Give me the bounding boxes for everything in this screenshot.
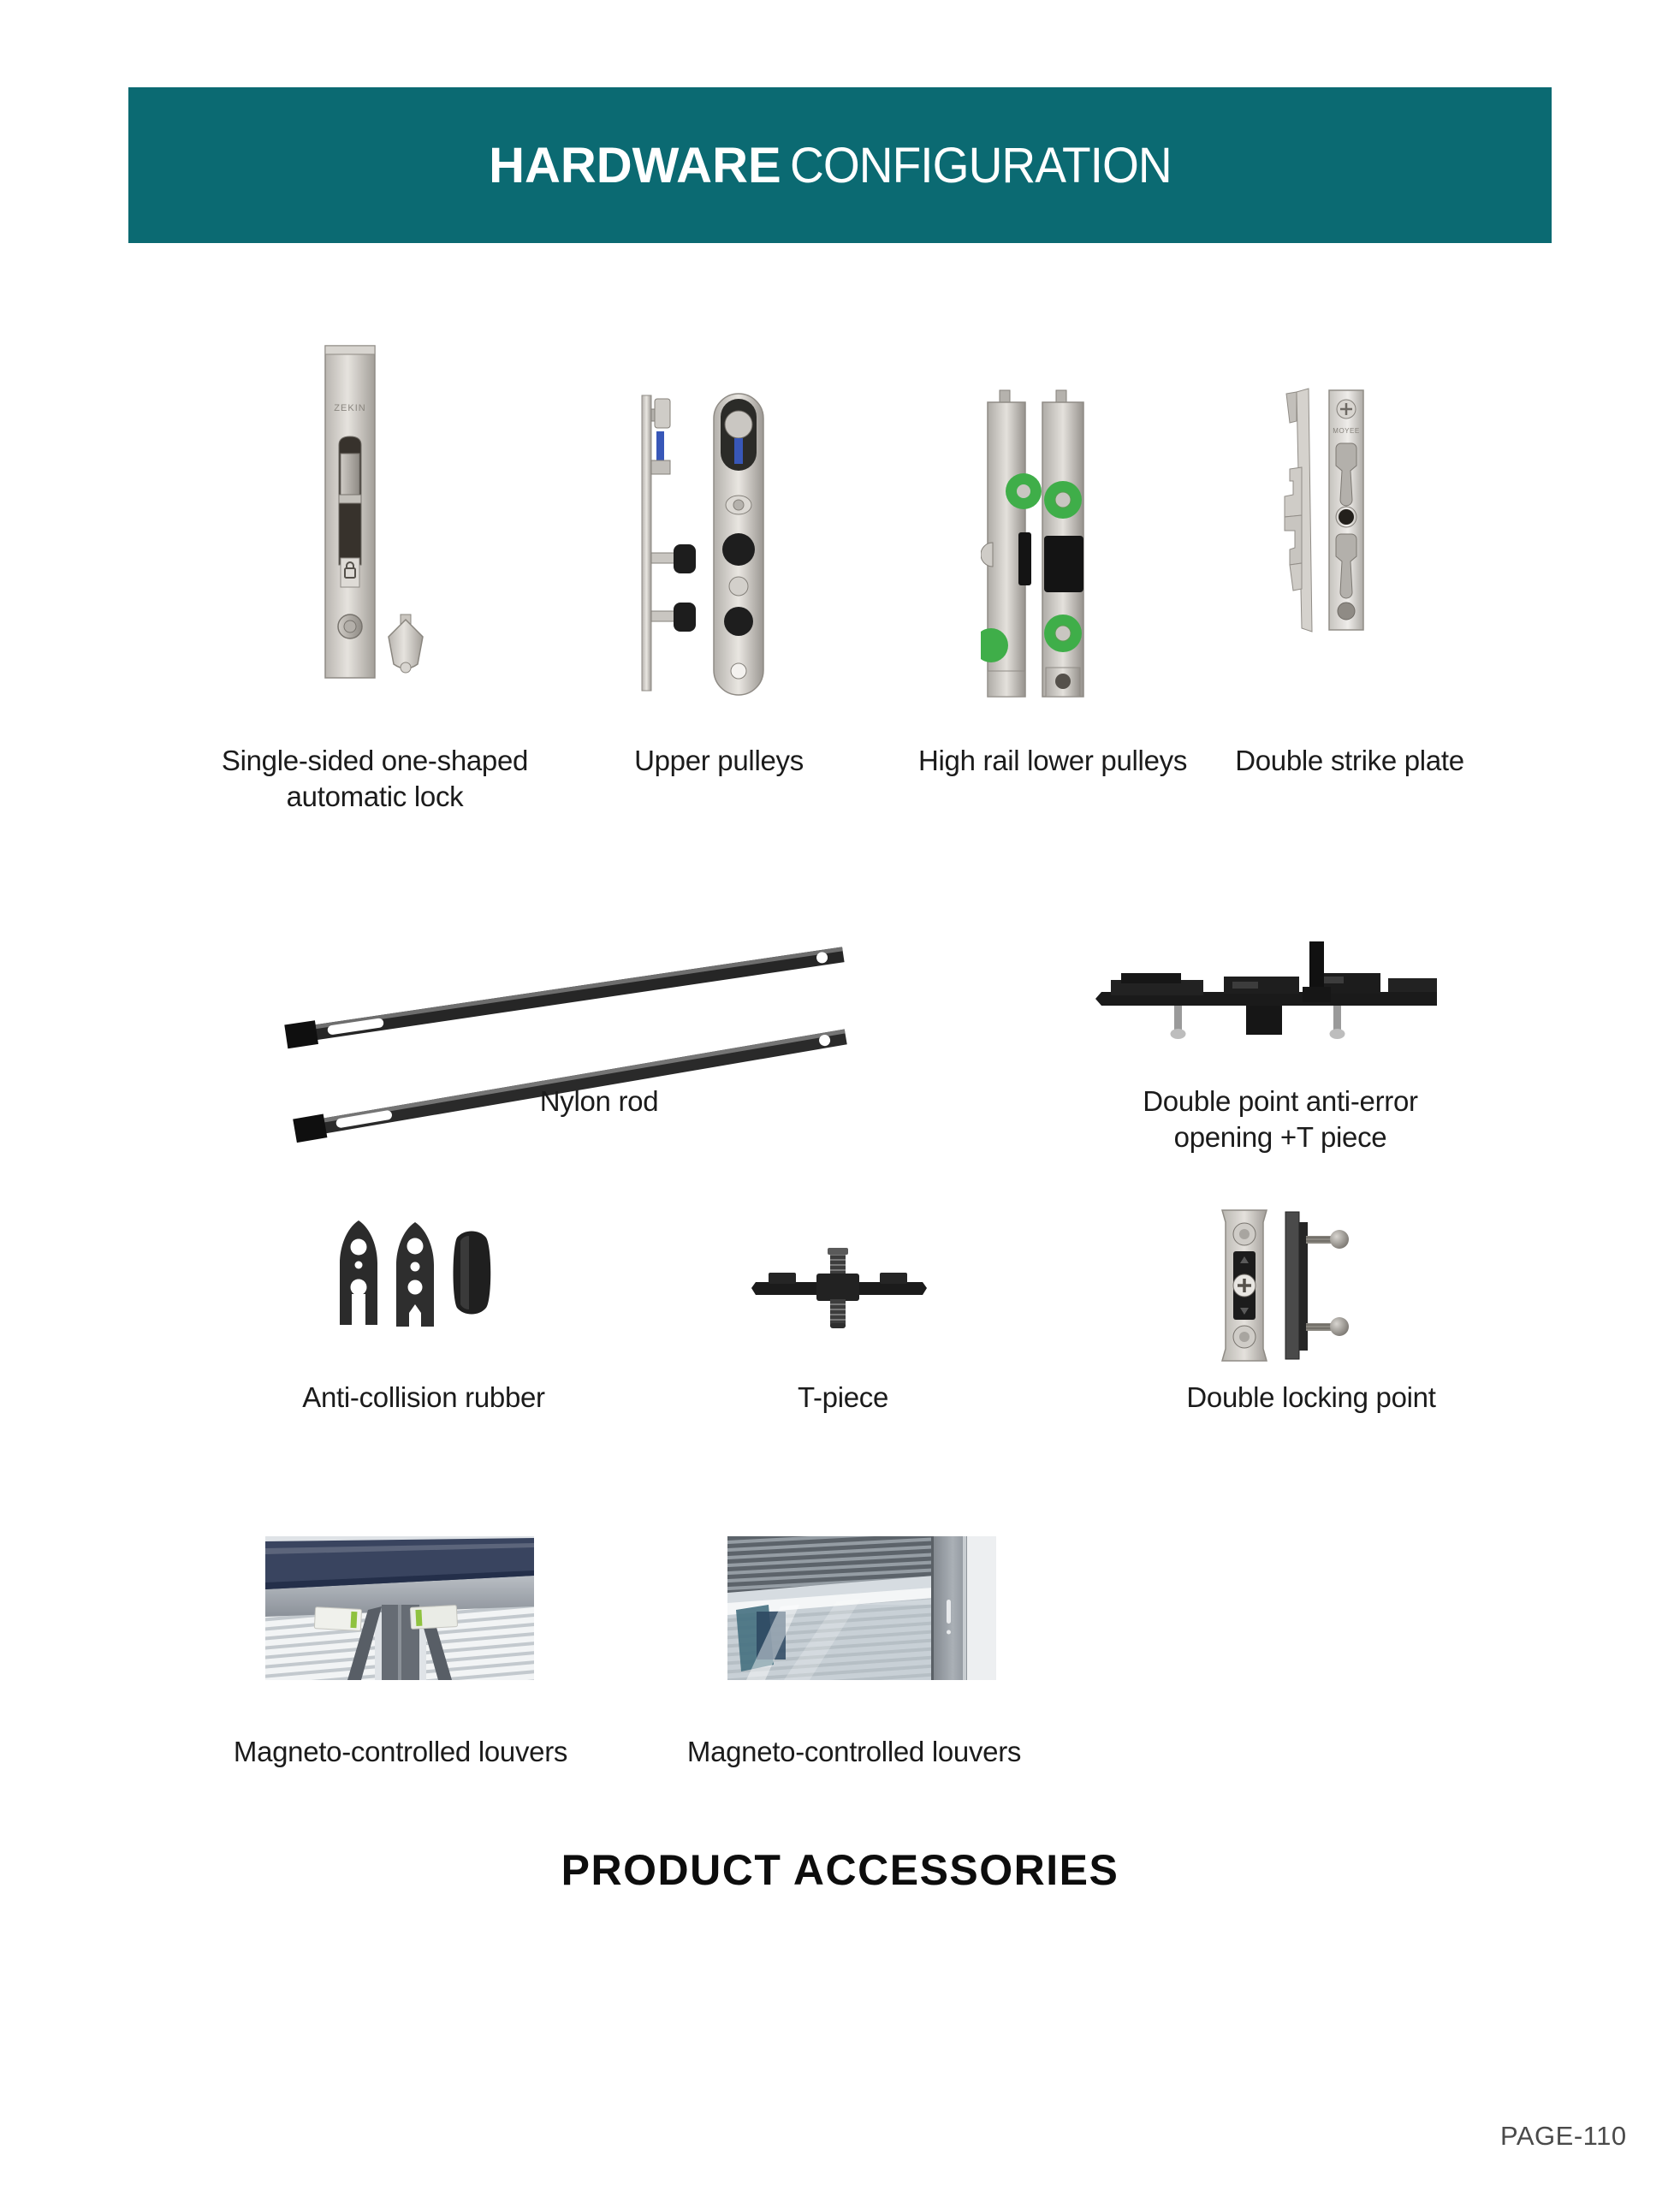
high-rail-pulleys-illustration: [981, 389, 1094, 710]
caption-line: Double point anti-error: [1143, 1085, 1418, 1117]
single-sided-automatic-lock-image: [318, 344, 430, 686]
caption-line: Double strike plate: [1235, 745, 1464, 776]
caption-magneto-louvers-2: [683, 1734, 1025, 1770]
caption-line: T-piece: [797, 1381, 889, 1413]
t-piece-image: [751, 1248, 927, 1332]
double-locking-point-image: [1214, 1203, 1354, 1369]
lock-brand-text: ZEKIN: [334, 403, 366, 413]
t-piece-illustration: [751, 1248, 927, 1332]
lock-illustration: [318, 344, 430, 686]
caption-t-piece: [757, 1380, 929, 1416]
upper-pulleys-image: [633, 390, 772, 711]
caption-double-point-anti-error: [1109, 1084, 1451, 1155]
double-strike-plate-image: [1267, 387, 1380, 633]
caption-line: High rail lower pulleys: [917, 745, 1188, 776]
magneto-louvers-photo-2: [727, 1536, 996, 1680]
caption-double-locking-point: [1161, 1380, 1461, 1416]
anti-collision-rubber-image: [332, 1219, 496, 1332]
caption-upper-pulleys: [591, 743, 847, 779]
page-number: PAGE-110: [1500, 2121, 1627, 2151]
louvers-photo-1-illustration: [265, 1536, 534, 1680]
double-point-illustration: [1095, 937, 1442, 1053]
caption-line: automatic lock: [286, 781, 464, 812]
caption-line: Single-sided one-shaped: [221, 745, 529, 776]
caption-high-rail-lower-pulleys: [903, 743, 1202, 779]
caption-double-strike-plate: [1221, 743, 1478, 779]
double-locking-point-illustration: [1214, 1203, 1354, 1369]
magneto-louvers-photo-1: [265, 1536, 534, 1680]
strike-plate-illustration: [1267, 387, 1380, 633]
double-point-anti-error-image: [1095, 937, 1442, 1053]
louvers-photo-2-illustration: [727, 1536, 996, 1680]
strike-plate-brand-text: MOYEE: [1333, 427, 1360, 435]
caption-anti-collision-rubber: [274, 1380, 573, 1416]
caption-line: Nylon rod: [539, 1085, 659, 1117]
caption-nylon-rod: [471, 1084, 727, 1119]
header-banner: [128, 87, 1552, 243]
upper-pulleys-illustration: [633, 390, 772, 711]
caption-line: Magneto-controlled louvers: [686, 1736, 1022, 1767]
caption-single-sided-lock: [204, 743, 546, 815]
caption-line: Double locking point: [1186, 1381, 1436, 1413]
caption-line: opening +T piece: [1173, 1121, 1387, 1153]
header-title-light: CONFIGURATION: [789, 137, 1172, 193]
caption-line: Magneto-controlled louvers: [233, 1736, 568, 1767]
anti-collision-rubber-illustration: [332, 1219, 496, 1332]
caption-magneto-louvers-1: [229, 1734, 572, 1770]
high-rail-lower-pulleys-image: [981, 389, 1094, 710]
header-title-bold: HARDWARE: [489, 137, 781, 193]
caption-line: Upper pulleys: [634, 745, 804, 776]
caption-line: Anti-collision rubber: [302, 1381, 545, 1413]
section-title: PRODUCT ACCESSORIES: [561, 1846, 1119, 1894]
